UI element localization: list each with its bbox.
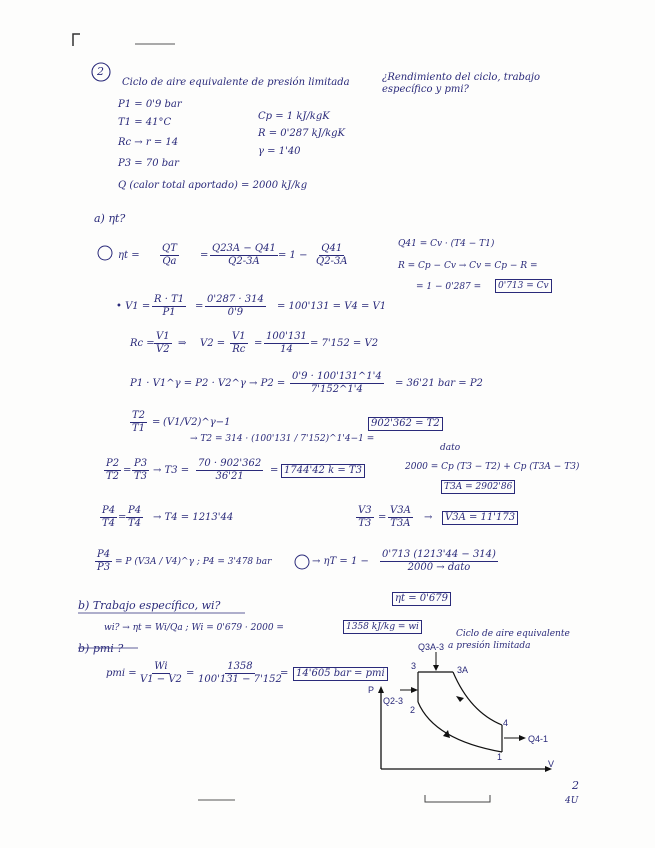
part-c-label: b) pmi ?	[78, 642, 124, 655]
fraction-den: 36'21	[215, 471, 244, 482]
q41-line2: R = Cp − Cv → Cv = Cp − R =	[398, 261, 538, 271]
fraction-num: 0'9 · 100'131^1'4	[292, 371, 382, 382]
problem-title: Ciclo de aire equivalente de presión limitada	[122, 77, 350, 88]
equals-sign: =	[378, 512, 387, 523]
fraction-num: 0'287 · 314	[207, 294, 264, 305]
fraction-num: Q23A − Q41	[212, 243, 276, 254]
t2-result-box: 902'362 = T2	[368, 417, 443, 431]
problem-number: 2	[97, 65, 104, 78]
t2-calc: → T2 = 314 · (100'131 / 7'152)^1'4−1 =	[190, 434, 375, 444]
equals-sign: =	[200, 250, 209, 261]
fraction-num: P2	[106, 458, 120, 469]
v3a-result-box: V3A = 11'173	[442, 511, 518, 525]
eta-result-box: ηt = 0'679	[392, 592, 451, 606]
label-v-axis: V	[548, 759, 555, 769]
q41-line1: Q41 = Cv · (T4 − T1)	[398, 239, 495, 249]
diagram-title-line1: Ciclo de aire equivalente	[456, 629, 570, 639]
fraction-num: 1358	[227, 661, 253, 672]
v1-lead: • V1 =	[116, 301, 151, 312]
t3a-result-box: T3A = 2902'86	[441, 480, 515, 494]
label-q3a3: Q3A-3	[418, 642, 445, 652]
fraction-den: V1 − V2	[140, 674, 182, 685]
fraction-num: QT	[162, 243, 177, 254]
fraction-den: T3	[134, 471, 148, 482]
fraction-den: Q2-3A	[228, 256, 260, 267]
fraction-den: Rc	[232, 344, 246, 355]
pmi-lead: pmi =	[106, 668, 137, 679]
given-p3: P3 = 70 bar	[118, 158, 179, 169]
fraction-den: 0'9	[227, 307, 244, 318]
eta-final-lead: → ηT = 1 −	[312, 556, 369, 567]
label-q41: Q4-1	[528, 734, 549, 744]
fraction-num: V1	[156, 331, 170, 342]
fraction-den: 2000 → dato	[407, 562, 471, 573]
fraction-den: Q2-3A	[316, 256, 348, 267]
equals-sign: =	[195, 301, 204, 312]
fraction-den: T3A	[390, 518, 411, 529]
problem-question: ¿Rendimiento del ciclo, trabajo específico y pmi?	[382, 72, 541, 95]
equals-sign: =	[118, 512, 127, 523]
equals-sign: =	[123, 465, 132, 476]
fraction-num: 0'713 (1213'44 − 314)	[382, 549, 496, 560]
fraction-den: T2	[106, 471, 120, 482]
equals-sign: =	[186, 668, 195, 679]
label-point-3a: 3A	[457, 665, 469, 675]
fraction-den: T4	[128, 518, 142, 529]
wi-result-box: 1358 kJ/kg = wi	[343, 620, 422, 634]
fraction-den: T4	[102, 518, 116, 529]
equals-sign: =	[254, 338, 263, 349]
label-point-3: 3	[411, 661, 417, 671]
fraction-num: P4	[97, 549, 111, 560]
label-q23: Q2-3	[383, 696, 404, 706]
page-count: 4U	[565, 796, 579, 806]
equals-one-minus: = 1 −	[278, 250, 308, 261]
label-p-axis: P	[368, 685, 375, 695]
fraction-num: P3	[134, 458, 148, 469]
pmi-result-box: 14'605 bar = pmi	[293, 667, 388, 681]
fraction-den: 14	[280, 344, 293, 355]
fraction-num: V3	[358, 505, 372, 516]
label-point-2: 2	[410, 705, 416, 715]
fraction-den: P3	[97, 562, 111, 573]
q41-line3: = 1 − 0'287 =	[416, 282, 482, 292]
wi-equation: wi? → ηt = Wi/Qa ; Wi = 0'679 · 2000 =	[104, 623, 284, 633]
t2-ratio: (V1/V2)^γ−1	[163, 417, 231, 428]
fraction-num: Wi	[154, 661, 168, 672]
fraction-den: V2	[156, 344, 170, 355]
fraction-num: T2	[132, 410, 146, 421]
p4-result: = P (V3A / V4)^γ ; P4 = 3'478 bar	[115, 557, 272, 567]
fraction-den: 7'152^1'4	[310, 384, 363, 395]
label-point-1: 1	[497, 752, 503, 762]
given-rc: Rc → r = 14	[118, 137, 179, 148]
given-r: R = 0'287 kJ/kgK	[258, 128, 346, 139]
v3a-arrow: →	[424, 512, 433, 523]
p2-result: = 36'21 bar = P2	[395, 378, 483, 389]
equals-sign: =	[270, 465, 279, 476]
fraction-den: 100'131 − 7'152	[198, 674, 282, 685]
given-t1: T1 = 41°C	[118, 117, 172, 128]
fraction-num: V1	[232, 331, 246, 342]
given-gamma: γ = 1'40	[258, 146, 301, 157]
q-sum-equation: 2000 = Cp (T3 − T2) + Cp (T3A − T3)	[405, 462, 580, 472]
equals-sign: =	[152, 417, 161, 428]
t3-arrow: → T3 =	[153, 465, 190, 476]
part-b-label: b) Trabajo específico, wi?	[78, 599, 221, 612]
page-number: 2	[572, 779, 579, 792]
fraction-den: P1	[162, 307, 176, 318]
fraction-den: T1	[132, 423, 146, 434]
given-cp: Cp = 1 kJ/kgK	[258, 111, 330, 122]
v1-result: = 100'131 = V4 = V1	[277, 301, 387, 312]
t4-result: → T4 = 1213'44	[153, 512, 234, 523]
fraction-num: V3A	[390, 505, 411, 516]
implies-arrow: ⇒	[178, 338, 187, 349]
eta-lead: ηt =	[118, 250, 140, 261]
fraction-num: R · T1	[154, 294, 185, 305]
fraction-num: 100'131	[266, 331, 307, 342]
v2-result: = 7'152 = V2	[310, 338, 379, 349]
fraction-den: T3	[358, 518, 372, 529]
given-q: Q (calor total aportado) = 2000 kJ/kg	[118, 180, 308, 191]
dato-note: dato	[440, 443, 461, 453]
p2-lead: P1 · V1^γ = P2 · V2^γ → P2 =	[130, 378, 286, 389]
label-point-4: 4	[503, 718, 509, 728]
fraction-num: 70 · 902'362	[198, 458, 262, 469]
equals-sign: =	[280, 668, 289, 679]
v2-lead: V2 =	[200, 338, 226, 349]
given-p1: P1 = 0'9 bar	[118, 99, 182, 110]
cv-result-box: 0'713 = Cv	[495, 279, 552, 293]
compression-curve	[418, 702, 502, 752]
fraction-num: Q41	[321, 243, 343, 254]
fraction-num: P4	[102, 505, 116, 516]
part-a-label: a) ηt?	[94, 212, 126, 225]
rc-lead: Rc =	[130, 338, 155, 349]
fraction-den: Qa	[162, 256, 177, 267]
t3-result-box: 1744'42 k = T3	[281, 464, 365, 478]
diagram-title-line2: a presión limitada	[448, 641, 531, 651]
fraction-num: P4	[128, 505, 142, 516]
